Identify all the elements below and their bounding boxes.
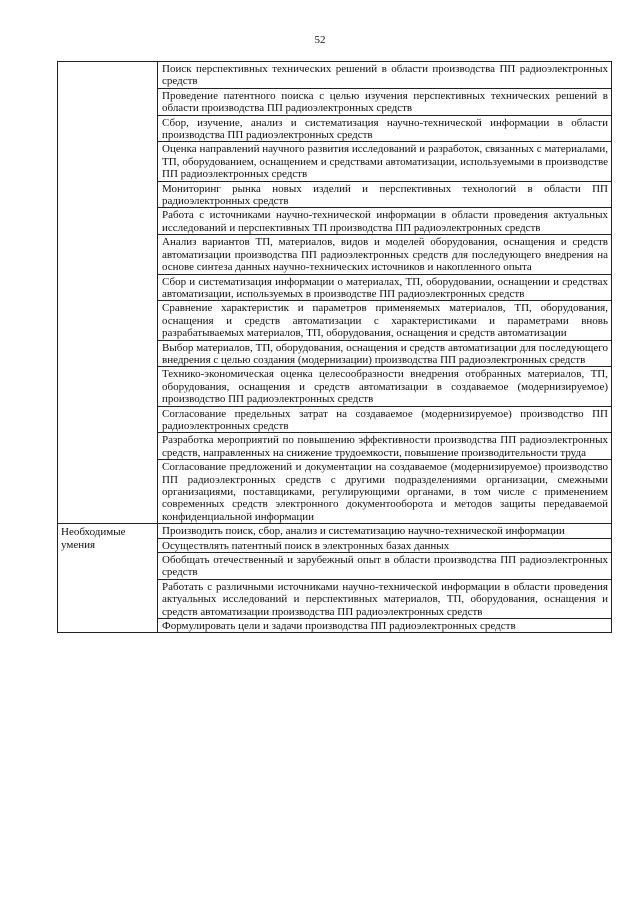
list-item: Поиск перспективных технических решений в области производства ПП радиоэлектронных средств <box>158 62 611 89</box>
list-item: Осуществлять патентный поиск в электронных базах данных <box>158 539 611 553</box>
list-item: Проведение патентного поиска с целью изучения перспективных технических решений в области производства ПП радиоэлектронных средств <box>158 89 611 116</box>
list-item: Технико-экономическая оценка целесообразности внедрения отобранных материалов, ТП, оборудования, оснащения и средств автоматизации в создаваемое (модернизируемое) производство ПП радиоэлектронных средств <box>158 367 611 406</box>
list-item: Анализ вариантов ТП, материалов, видов и моделей оборудования, оснащения и средств автоматизации производства ПП радиоэлектронных средств для последующего внедрения на основе синтеза данных научно-технических источников и накопленного опыта <box>158 235 611 274</box>
competency-table <box>57 61 612 633</box>
row-label <box>58 62 158 524</box>
row-items <box>158 62 612 524</box>
list-item: Производить поиск, сбор, анализ и систематизацию научно-технической информации <box>158 524 611 538</box>
list-item: Сбор и систематизация информации о материалах, ТП, оборудовании, оснащении и средствах автоматизации, используемых в производстве ПП радиоэлектронных средств <box>158 275 611 302</box>
row-items <box>158 524 612 633</box>
table-row-labor-actions <box>58 62 612 524</box>
list-item: Мониторинг рынка новых изделий и перспективных технологий в области ПП радиоэлектронных средств <box>158 182 611 209</box>
page-number: 52 <box>314 34 326 46</box>
table-row-required-skills <box>58 524 612 633</box>
list-item: Оценка направлений научного развития исследований и разработок, связанных с материалами, ТП, оборудованием, оснащением и средствами автоматизации, используемыми в производстве ПП радиоэлектронных средств <box>158 142 611 181</box>
list-item: Согласование предложений и документации на создаваемое (модернизируемое) производство ПП радиоэлектронных средств с другими подразделениями организации, смежными организациями, поставщиками, регулирующими органами, в том числе с применением современных средств электронного документооборота и методов защиты передаваемой конфиденциальной информации <box>162 461 608 523</box>
list-item: Выбор материалов, ТП, оборудования, оснащения и средств автоматизации для последующего внедрения с целью создания (модернизации) производства ПП радиоэлектронных средств <box>158 341 611 368</box>
list-item: Работать с различными источниками научно-технической информации в области проведения актуальных исследований и перспективных материалов, ТП, оборудования, оснащения и средств автоматизации производства ПП радиоэлектронных средств <box>158 580 611 619</box>
list-item: Согласование предельных затрат на создаваемое (модернизируемое) производство ПП радиоэлектронных средств <box>158 407 611 434</box>
list-item: Сравнение характеристик и параметров применяемых материалов, ТП, оборудования, оснащения и средств автоматизации с характеристиками и параметрами вновь разрабатываемых материалов, ТП, оборудования, оснащения и средств автоматизации <box>158 301 611 340</box>
list-item: Обобщать отечественный и зарубежный опыт в области производства ПП радиоэлектронных средств <box>158 553 611 580</box>
list-item: Разработка мероприятий по повышению эффективности производства ПП радиоэлектронных средств, направленных на снижение трудоемкости, повышение производительности труда <box>158 433 611 460</box>
list-item: Работа с источниками научно-технической информации в области проведения актуальных исследований и перспективных ТП производства ПП радиоэлектронных средств <box>158 208 611 235</box>
list-item: Формулировать цели и задачи производства ПП радиоэлектронных средств <box>162 620 516 633</box>
list-item: Сбор, изучение, анализ и систематизация научно-технической информации в области производства ПП радиоэлектронных средств <box>158 116 611 143</box>
row-label-required-skills: Необходимые умения <box>58 524 158 633</box>
